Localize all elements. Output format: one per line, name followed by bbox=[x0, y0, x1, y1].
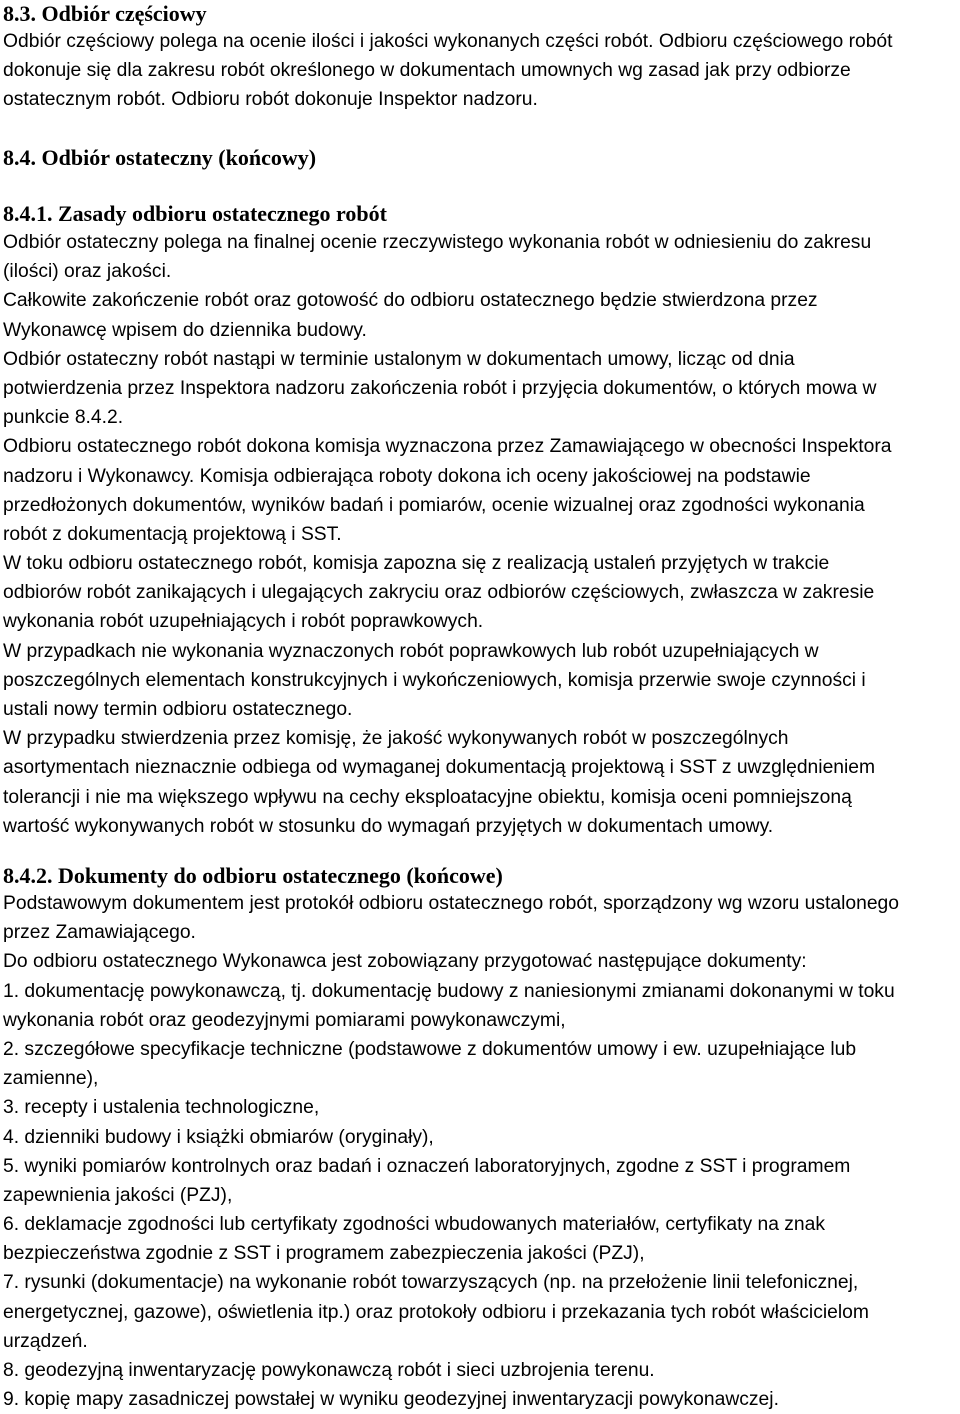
text-line: (ilości) oraz jakości. bbox=[3, 261, 172, 283]
text-line: Całkowite zakończenie robót oraz gotowość do odbioru ostatecznego będzie stwierdzona przez bbox=[3, 290, 818, 312]
text-line: nadzoru i Wykonawcy. Komisja odbierająca roboty dokona ich oceny jakościowej na podstawie bbox=[3, 465, 811, 487]
list-item: 9. kopię mapy zasadniczej powstałej w wyniku geodezyjnej inwentaryzacji powykonawczej. bbox=[3, 1389, 779, 1411]
text-line: Odbiór ostateczny robót nastąpi w terminie ustalonym w dokumentach umowy, licząc od dnia bbox=[3, 348, 795, 370]
text-line: Podstawowym dokumentem jest protokół odbioru ostatecznego robót, sporządzony wg wzoru ustalonego bbox=[3, 893, 900, 914]
text-line: wykonania robót uzupełniających i robót poprawkowych. bbox=[3, 611, 484, 633]
list-item: 3. recepty i ustalenia technologiczne, bbox=[3, 1097, 320, 1119]
text-line: Do odbioru ostatecznego Wykonawca jest zobowiązany przygotować następujące dokumenty: bbox=[3, 951, 807, 973]
text-line: wartość wykonywanych robót w stosunku do wymagań przyjętych w dokumentach umowy. bbox=[3, 815, 774, 837]
list-item: urządzeń. bbox=[3, 1330, 88, 1352]
text-line: przedłożonych dokumentów, wyników badań i pomiarów, ocenie wizualnej oraz zgodności wykonania bbox=[3, 494, 865, 516]
text-line: W przypadkach nie wykonania wyznaczonych robót poprawkowych lub robót uzupełniających w bbox=[3, 640, 819, 662]
text-line: przez Zamawiającego. bbox=[3, 922, 196, 944]
text-line: ustali nowy termin odbioru ostatecznego. bbox=[3, 699, 353, 720]
section-8-4-1-heading: 8.4.1. Zasady odbioru ostatecznego robót bbox=[3, 201, 387, 226]
section-8-4-heading: 8.4. Odbiór ostateczny (końcowy) bbox=[3, 145, 317, 170]
text-line: punkcie 8.4.2. bbox=[3, 407, 124, 429]
text-line: Odbioru ostatecznego robót dokona komisja wyznaczona przez Zamawiającego w obecności Inspektora bbox=[3, 436, 892, 458]
text-line: tolerancji i nie ma większego wpływu na cechy eksploatacyjne obiektu, komisja oceni pomniejszoną bbox=[3, 786, 852, 808]
text-line: Wykonawcę wpisem do dziennika budowy. bbox=[3, 319, 367, 341]
list-item: 8. geodezyjną inwentaryzację powykonawczą robót i sieci uzbrojenia terenu. bbox=[3, 1360, 655, 1381]
text-line: Odbiór ostateczny polega na finalnej ocenie rzeczywistego wykonania robót w odniesieniu do zakresu bbox=[3, 232, 872, 253]
section-8-4-2-body bbox=[3, 889, 899, 1414]
list-item: 5. wyniki pomiarów kontrolnych oraz badań i oznaczeń laboratoryjnych, zgodne z SST i programem bbox=[3, 1155, 851, 1177]
list-item: 4. dzienniki budowy i książki obmiarów (oryginały), bbox=[3, 1126, 434, 1148]
text-line: W przypadku stwierdzenia przez komisję, że jakość wykonywanych robót w poszczególnych bbox=[3, 728, 789, 750]
section-8-3-body bbox=[3, 27, 893, 115]
text-line: poszczególnych elementach konstrukcyjnych i wykończeniowych, komisja przerwie swoje czynności i bbox=[3, 669, 866, 691]
list-item: 6. deklamacje zgodności lub certyfikaty zgodności wbudowanych materiałów, certyfikaty na znak bbox=[3, 1214, 826, 1236]
list-item: bezpieczeństwa zgodnie z SST i programem zabezpieczenia jakości (PZJ), bbox=[3, 1243, 645, 1265]
list-item: 7. rysunki (dokumentacje) na wykonanie robót towarzyszących (np. na przełożenie linii telefonicznej, bbox=[3, 1272, 859, 1294]
list-item: energetycznej, gazowe), oświetlenia itp.) oraz protokoły odbioru i przekazania tych robót właścicielom bbox=[3, 1301, 869, 1323]
list-item: zapewnienia jakości (PZJ), bbox=[3, 1184, 233, 1206]
text-line: asortymentach nieznacznie odbiega od wymaganej dokumentacją projektową i SST z uwzględnieniem bbox=[3, 757, 876, 779]
text-line: potwierdzenia przez Inspektora nadzoru zakończenia robót i przyjęcia dokumentów, o których mowa w bbox=[3, 377, 877, 399]
text-line: Odbiór częściowy polega na ocenie ilości i jakości wykonanych części robót. Odbioru częściowego robót bbox=[3, 31, 893, 52]
text-line: W toku odbioru ostatecznego robót, komisja zapozna się z realizacją ustaleń przyjętych w trakcie bbox=[3, 553, 830, 575]
text-line: dokonuje się dla zakresu robót określonego w dokumentach umownych wg zasad jak przy odbiorze bbox=[3, 60, 851, 82]
list-item: zamienne), bbox=[3, 1068, 99, 1090]
text-line: odbiorów robót zanikających i ulegających zakryciu oraz odbiorów częściowych, zwłaszcza w zakresie bbox=[3, 582, 875, 604]
list-item: wykonania robót oraz geodezyjnymi pomiarami powykonawczymi, bbox=[3, 1009, 566, 1031]
list-item: 1. dokumentację powykonawczą, tj. dokumentację budowy z naniesionymi zmianami dokonanymi w toku bbox=[3, 980, 895, 1002]
section-8-3-heading: 8.3. Odbiór częściowy bbox=[3, 1, 207, 26]
section-8-4-1-body bbox=[3, 228, 892, 841]
text-line: ostatecznym robót. Odbioru robót dokonuje Inspektor nadzoru. bbox=[3, 89, 538, 111]
list-item: 2. szczegółowe specyfikacje techniczne (podstawowe z dokumentów umowy i ew. uzupełniające lub bbox=[3, 1038, 857, 1060]
section-8-4-2-heading: 8.4.2. Dokumenty do odbioru ostatecznego (końcowe) bbox=[3, 863, 503, 888]
text-line: robót z dokumentacją projektową i SST. bbox=[3, 523, 342, 545]
